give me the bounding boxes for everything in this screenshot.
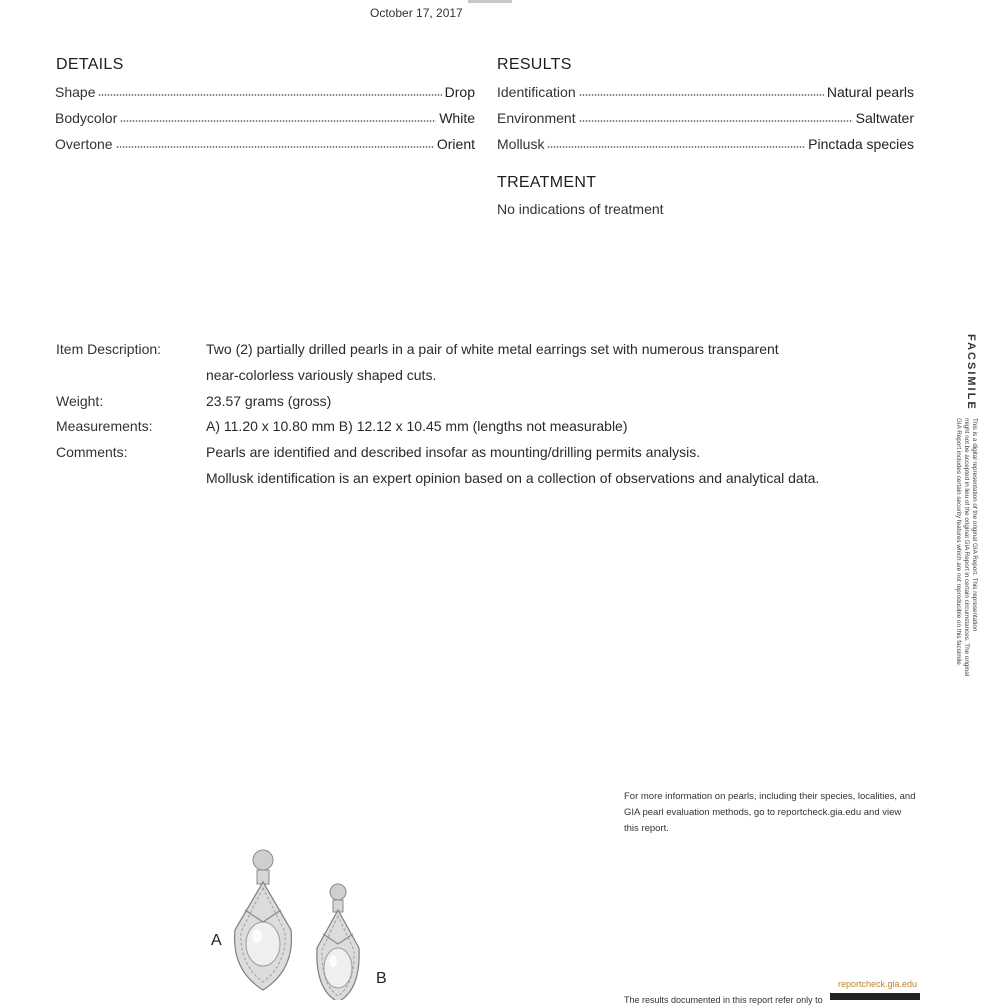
report-date: October 17, 2017 bbox=[370, 6, 463, 20]
details-row-overtone bbox=[55, 134, 475, 152]
facsimile-line2: might not be accepted in lieu of the original GIA Report in certain circumstances. The original bbox=[963, 418, 970, 677]
results-row-mollusk bbox=[497, 134, 914, 152]
details-value: Orient bbox=[436, 136, 475, 152]
results-list bbox=[497, 82, 914, 152]
earrings-photo bbox=[205, 840, 405, 1000]
measurements-label: Measurements: bbox=[56, 418, 153, 434]
details-list bbox=[55, 82, 475, 152]
label-b: B bbox=[376, 970, 387, 987]
dot-leader bbox=[579, 120, 853, 122]
results-value: Pinctada species bbox=[808, 136, 914, 152]
treatment-text: No indications of treatment bbox=[497, 201, 664, 217]
facsimile-line1: This is a digital representation of the original GIA Report. This representation bbox=[971, 418, 978, 632]
facsimile-title: FACSIMILE bbox=[965, 334, 977, 411]
header-bar bbox=[468, 0, 512, 3]
earrings-image bbox=[205, 840, 405, 1000]
details-label: Bodycolor bbox=[55, 110, 118, 126]
details-row-shape bbox=[55, 82, 475, 100]
more-info-text: For more information on pearls, including their species, localities, and GIA pearl evaluation methods, go to reportcheck.gia.edu and view this report. bbox=[624, 791, 916, 834]
comments-line2: Mollusk identification is an expert opinion based on a collection of observations and analytical data. bbox=[206, 470, 820, 486]
treatment-title: TREATMENT bbox=[497, 174, 597, 191]
item-description-line1: Two (2) partially drilled pearls in a pair of white metal earrings set with numerous transparent bbox=[206, 341, 779, 357]
details-value: White bbox=[439, 110, 475, 126]
comments-line1: Pearls are identified and described insofar as mounting/drilling permits analysis. bbox=[206, 444, 701, 460]
dot-leader bbox=[547, 146, 805, 148]
results-row-environment bbox=[497, 108, 914, 126]
details-label: Shape bbox=[55, 84, 96, 100]
results-label: Identification bbox=[497, 84, 576, 100]
results-row-identification bbox=[497, 82, 914, 100]
dot-leader bbox=[579, 94, 824, 96]
results-value: Saltwater bbox=[855, 110, 914, 126]
dot-leader bbox=[120, 120, 436, 122]
results-value: Natural pearls bbox=[826, 84, 914, 100]
footer-note: The results documented in this report refer only to bbox=[624, 995, 823, 1005]
dot-leader bbox=[116, 146, 434, 148]
comments-label: Comments: bbox=[56, 444, 128, 460]
earring-b bbox=[317, 884, 359, 1000]
results-title: RESULTS bbox=[497, 56, 572, 73]
facsimile-line3: GIA Report includes certain security features which are not reproducible on this facsimile. bbox=[955, 418, 962, 667]
gia-logo bbox=[830, 993, 920, 1000]
earring-a bbox=[235, 850, 292, 990]
facsimile-body bbox=[944, 418, 978, 698]
details-row-bodycolor bbox=[55, 108, 475, 126]
details-label: Overtone bbox=[55, 136, 113, 152]
reportcheck-link[interactable]: reportcheck.gia.edu bbox=[838, 979, 918, 989]
weight-value: 23.57 grams (gross) bbox=[206, 393, 332, 409]
weight-label: Weight: bbox=[56, 393, 104, 409]
item-description-line2: near-colorless variously shaped cuts. bbox=[206, 367, 437, 383]
measurements-value: A) 11.20 x 10.80 mm B) 12.12 x 10.45 mm (lengths not measurable) bbox=[206, 418, 628, 434]
results-label: Mollusk bbox=[497, 136, 545, 152]
details-title: DETAILS bbox=[56, 56, 124, 73]
results-label: Environment bbox=[497, 110, 576, 126]
label-a: A bbox=[211, 932, 222, 949]
details-value: Drop bbox=[444, 84, 475, 100]
dot-leader bbox=[98, 94, 441, 96]
item-description-label: Item Description: bbox=[56, 341, 162, 357]
